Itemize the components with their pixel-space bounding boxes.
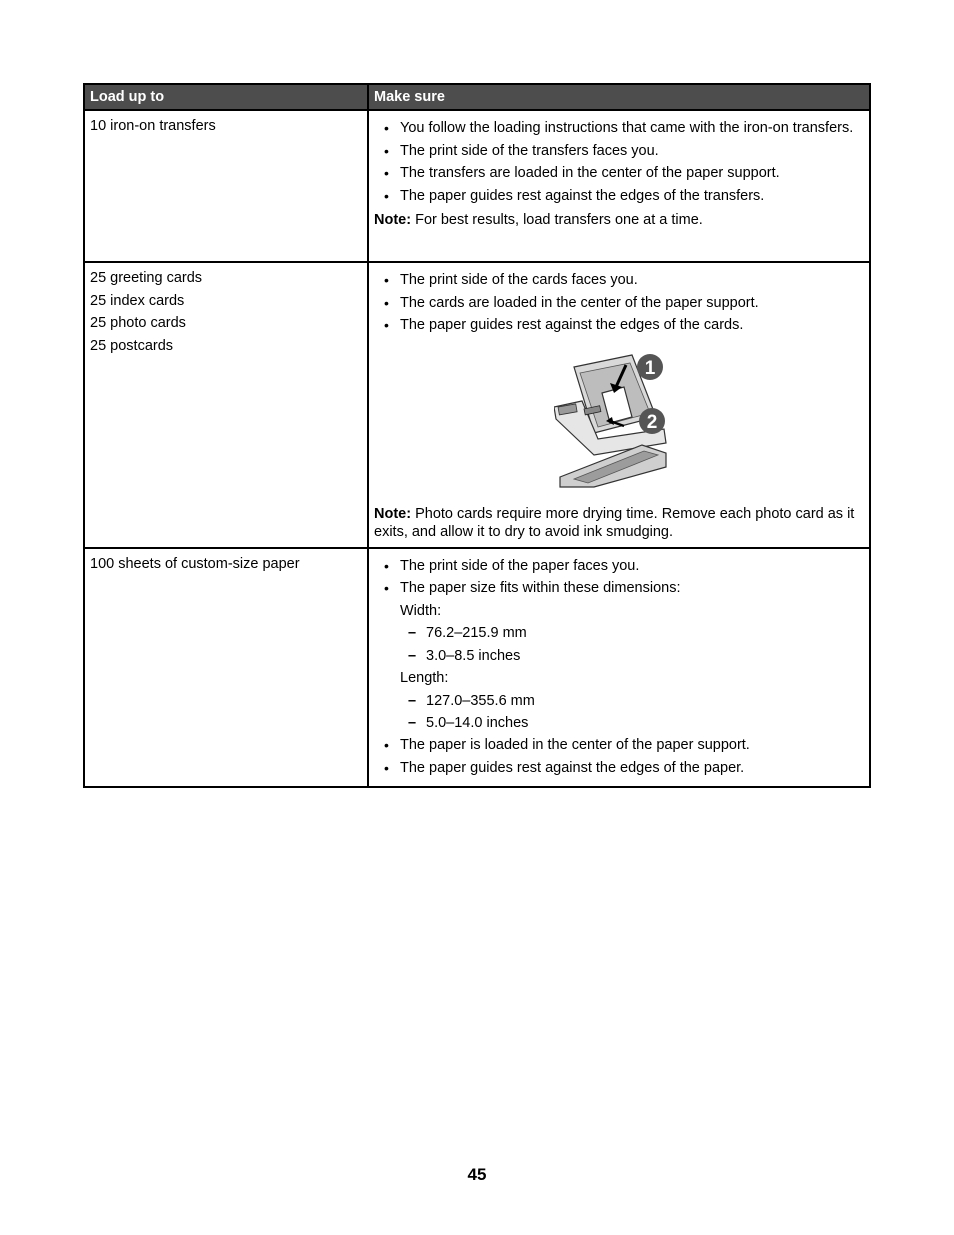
list-item: – 5.0–14.0 inches [374, 712, 864, 734]
list-item: • The transfers are loaded in the center of the paper support. [374, 162, 864, 185]
note-label: Note: [374, 505, 412, 522]
note [374, 211, 864, 229]
list-item: • The print side of the cards faces you. [374, 269, 864, 292]
note-text: For best results, load transfers one at a time. [415, 212, 703, 229]
header-load-up-to: Load up to [84, 84, 368, 110]
make-sure-cell [368, 548, 870, 787]
note [374, 505, 864, 541]
load-cell [84, 110, 368, 262]
table-row [84, 262, 870, 548]
bullet-list [374, 555, 864, 600]
table-header-row [84, 84, 870, 110]
page-number: 45 [467, 1165, 487, 1184]
width-list [374, 622, 864, 667]
list-item: • The print side of the paper faces you. [374, 555, 864, 578]
card-loading-illustration [374, 347, 864, 497]
list-item: – 3.0–8.5 inches [374, 645, 864, 667]
list-item: • The print side of the transfers faces you. [374, 140, 864, 163]
width-label: Width: [400, 602, 442, 619]
load-item: 10 iron-on transfers [90, 118, 216, 134]
load-item: 25 index cards [90, 292, 185, 309]
list-item: – 76.2–215.9 mm [374, 622, 864, 644]
list-item: • The paper size fits within these dimensions: [374, 577, 864, 600]
table-row [84, 548, 870, 787]
note-label: Note: [374, 212, 412, 229]
printer-paper-support-illustration [554, 347, 684, 492]
callout-2-label: 2 [646, 411, 658, 433]
list-item: – 127.0–355.6 mm [374, 690, 864, 712]
note-text: Photo cards require more drying time. Remove each photo card as it exits, and allow it to dry to avoid ink smudging. [374, 505, 855, 540]
load-cell [84, 262, 368, 548]
load-item: 25 greeting cards [90, 270, 203, 286]
make-sure-cell [368, 110, 870, 262]
bullet-list [374, 734, 864, 779]
list-item: • The paper guides rest against the edges of the paper. [374, 757, 864, 780]
list-item: • The paper guides rest against the edges of the cards. [374, 314, 864, 337]
callout-1-label: 1 [644, 357, 656, 379]
table-row [84, 110, 870, 262]
bullet-list [374, 117, 864, 207]
length-list [374, 690, 864, 735]
list-item: • The paper guides rest against the edges of the transfers. [374, 185, 864, 208]
paper-loading-table [83, 83, 871, 788]
list-item: • The cards are loaded in the center of the paper support. [374, 292, 864, 315]
load-item: 25 postcards [90, 337, 174, 354]
length-label: Length: [400, 670, 449, 687]
load-item: 25 photo cards [90, 315, 186, 331]
load-item: 100 sheets of custom-size paper [90, 555, 300, 572]
list-item: • The paper is loaded in the center of the paper support. [374, 734, 864, 757]
load-cell [84, 548, 368, 787]
list-item: • You follow the loading instructions that came with the iron-on transfers. [374, 117, 864, 140]
header-make-sure: Make sure [368, 84, 870, 110]
make-sure-cell [368, 262, 870, 548]
bullet-list [374, 269, 864, 337]
